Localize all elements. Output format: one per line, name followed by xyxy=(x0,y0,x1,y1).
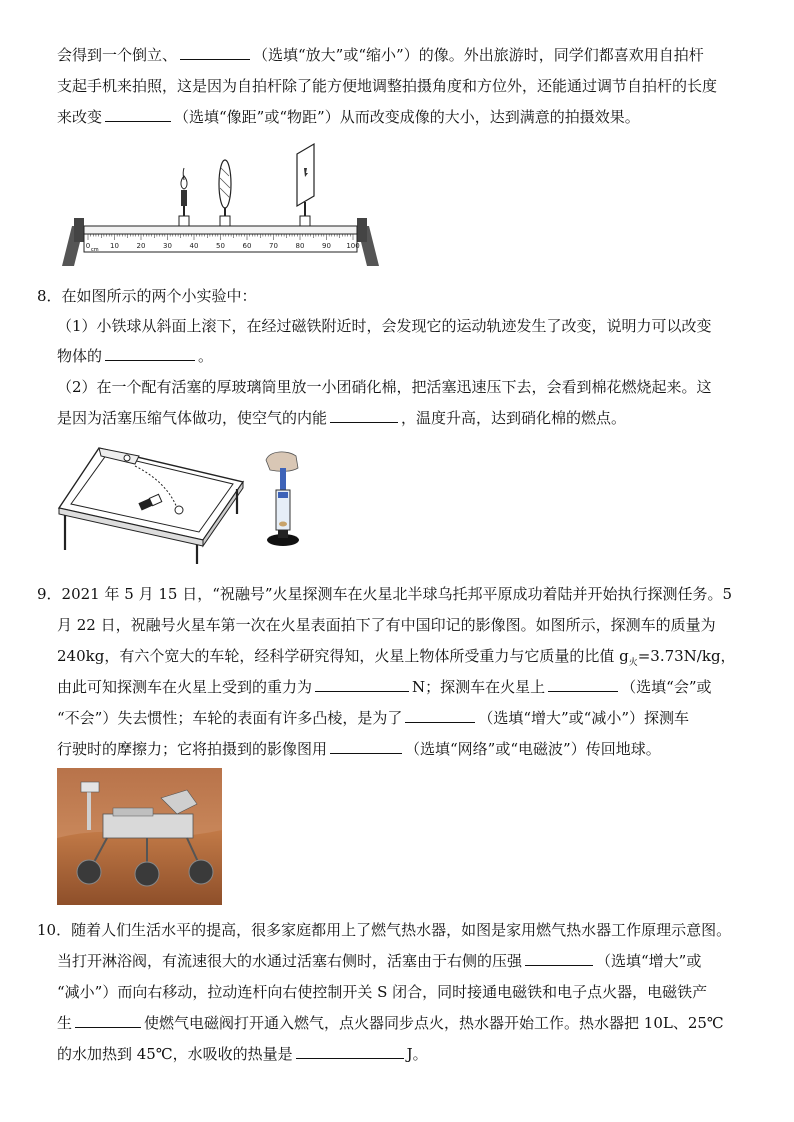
candle-body xyxy=(181,190,187,206)
q10-line-3: “减小”）而向右移动，拉动连杆向右使控制开关 S 闭合，同时接通电磁铁和电子点火器，电磁铁产 xyxy=(57,983,708,1001)
text: 行驶时的摩擦力；它将拍摄到的影像图用 xyxy=(57,740,328,758)
convex-lens xyxy=(219,160,231,226)
piston xyxy=(278,492,288,498)
text: （选填“增大”或 xyxy=(596,952,702,970)
answer-blank[interactable] xyxy=(296,1043,404,1059)
text: 生 xyxy=(57,1014,73,1032)
incline-magnet-figure xyxy=(55,442,247,566)
bench-tick-label: 20 xyxy=(136,242,146,250)
answer-blank[interactable] xyxy=(548,676,618,692)
q8-line-3 xyxy=(57,345,213,367)
rover-mast xyxy=(87,788,91,830)
piston-tube-figure xyxy=(258,450,302,550)
answer-blank[interactable] xyxy=(105,106,171,122)
text: （选填“像距”或“物距”）从而改变成像的大小，达到满意的拍摄效果。 xyxy=(174,108,640,126)
light-screen xyxy=(297,144,314,226)
q8-line-4: （2）在一个配有活塞的厚玻璃筒里放一小团硝化棉，把活塞迅速压下去，会看到棉花燃烧起来。这 xyxy=(57,378,712,396)
optical-bench-figure xyxy=(60,140,380,272)
text: N；探测车在火星上 xyxy=(412,678,546,696)
bench-tick-label: 60 xyxy=(242,242,252,250)
text: 来改变 xyxy=(57,108,103,126)
bench-tick-label: 0 xyxy=(85,242,91,250)
text: ，温度升高，达到硝化棉的燃点。 xyxy=(401,409,627,427)
text: 。 xyxy=(198,347,214,365)
q7-line-3 xyxy=(57,106,640,128)
q9-line-3 xyxy=(57,645,736,674)
q10-line-2 xyxy=(57,950,701,972)
bench-tick-label: 70 xyxy=(269,242,278,250)
bench-tick-label: 40 xyxy=(189,242,199,250)
candle xyxy=(179,168,189,226)
q8-line-2: （1）小铁球从斜面上滚下，在经过磁铁附近时，会发现它的运动轨迹发生了改变，说明力可以改变 xyxy=(57,317,712,335)
bench-tick-label: 10 xyxy=(110,242,119,250)
text: 240kg，有六个宽大的车轮，经科学研究得知，火星上物体所受重力与它质量的比值 g xyxy=(57,647,629,665)
bench-tick-label: 80 xyxy=(295,242,305,250)
text: =3.73N/kg， xyxy=(637,647,736,665)
q10-line-5 xyxy=(57,1043,428,1065)
text: 会得到一个倒立、 xyxy=(57,46,178,64)
screen-holder xyxy=(300,216,310,226)
iron-ball-end xyxy=(175,506,183,514)
answer-blank[interactable] xyxy=(330,738,402,754)
q8-line-5 xyxy=(57,407,626,429)
text: （选填“增大”或“减小”）探测车 xyxy=(478,709,690,727)
bench-tick-label: 100 xyxy=(346,242,360,250)
piston-rod xyxy=(280,468,286,490)
q9-line-4 xyxy=(57,676,712,698)
text: 当打开淋浴阀，有流速很大的水通过活塞右侧时，活塞由于右侧的压强 xyxy=(57,952,523,970)
text: （选填“会”或 xyxy=(621,678,712,696)
lens-holder xyxy=(220,216,230,226)
rover-deck xyxy=(113,808,153,816)
text: （选填“网络”或“电磁波”）传回地球。 xyxy=(405,740,661,758)
lens-body xyxy=(219,160,231,208)
q8-line-1: 8．在如图所示的两个小实验中： xyxy=(37,287,257,305)
text: “不会”）失去惯性；车轮的表面有许多凸棱，是为了 xyxy=(57,709,403,727)
rover-wheel xyxy=(189,860,213,884)
bench-end-left xyxy=(74,218,84,242)
answer-blank[interactable] xyxy=(180,44,250,60)
bench-unit-label: cm xyxy=(91,247,99,253)
q7-line-2: 支起手机来拍照，这是因为自拍杆除了能方便地调整拍摄角度和方位外，还能通过调节自拍杆的长度 xyxy=(57,77,718,95)
answer-blank[interactable] xyxy=(330,407,398,423)
subscript-mars: 火 xyxy=(628,658,638,668)
bench-tick-label: 30 xyxy=(163,242,172,250)
bench-end-right xyxy=(357,218,367,242)
iron-ball xyxy=(124,455,130,461)
q9-line-5 xyxy=(57,707,689,729)
text: 使燃气电磁阀打开通入燃气，点火器同步点火，热水器开始工作。热水器把 10L、25℃ xyxy=(144,1014,724,1032)
rover-illustration xyxy=(57,768,222,905)
q7-line-1 xyxy=(57,44,704,66)
answer-blank[interactable] xyxy=(75,1012,141,1028)
rover-camera xyxy=(81,782,99,792)
text: J。 xyxy=(406,1045,428,1063)
rover-wheel xyxy=(77,860,101,884)
bench-tick-label: 50 xyxy=(216,242,225,250)
flame-tip xyxy=(183,168,184,180)
q9-line-2: 月 22 日，祝融号火星车第一次在火星表面拍下了有中国印记的影像图。如图所示，探测车的质量为 xyxy=(57,616,716,634)
q10-line-4 xyxy=(57,1012,724,1034)
q9-line-1: 9．2021 年 5 月 15 日，“祝融号”火星探测车在火星北半球乌托邦平原成功着陆并开始执行探测任务。5 xyxy=(37,585,733,603)
answer-blank[interactable] xyxy=(105,345,195,361)
mars-rover-photo xyxy=(57,768,222,905)
bench-tick-label: 90 xyxy=(322,242,331,250)
text: 是因为活塞压缩气体做功，使空气的内能 xyxy=(57,409,328,427)
candle-holder xyxy=(179,216,189,226)
bench-rail-top xyxy=(84,226,357,234)
text: （选填“放大”或“缩小”）的像。外出旅游时，同学们都喜欢用自拍杆 xyxy=(253,46,704,64)
text: 物体的 xyxy=(57,347,103,365)
rover-body xyxy=(103,814,193,838)
text: 的水加热到 45℃，水吸收的热量是 xyxy=(57,1045,293,1063)
text: 由此可知探测车在火星上受到的重力为 xyxy=(57,678,313,696)
q9-line-6 xyxy=(57,738,661,760)
answer-blank[interactable] xyxy=(525,950,593,966)
q10-line-1: 10．随着人们生活水平的提高，很多家庭都用上了燃气热水器，如图是家用燃气热水器工作原理示意图。 xyxy=(37,921,732,939)
tube-stand xyxy=(278,530,288,538)
answer-blank[interactable] xyxy=(405,707,475,723)
nitrocellulose xyxy=(279,522,287,527)
rover-wheel xyxy=(135,862,159,886)
answer-blank[interactable] xyxy=(315,676,409,692)
